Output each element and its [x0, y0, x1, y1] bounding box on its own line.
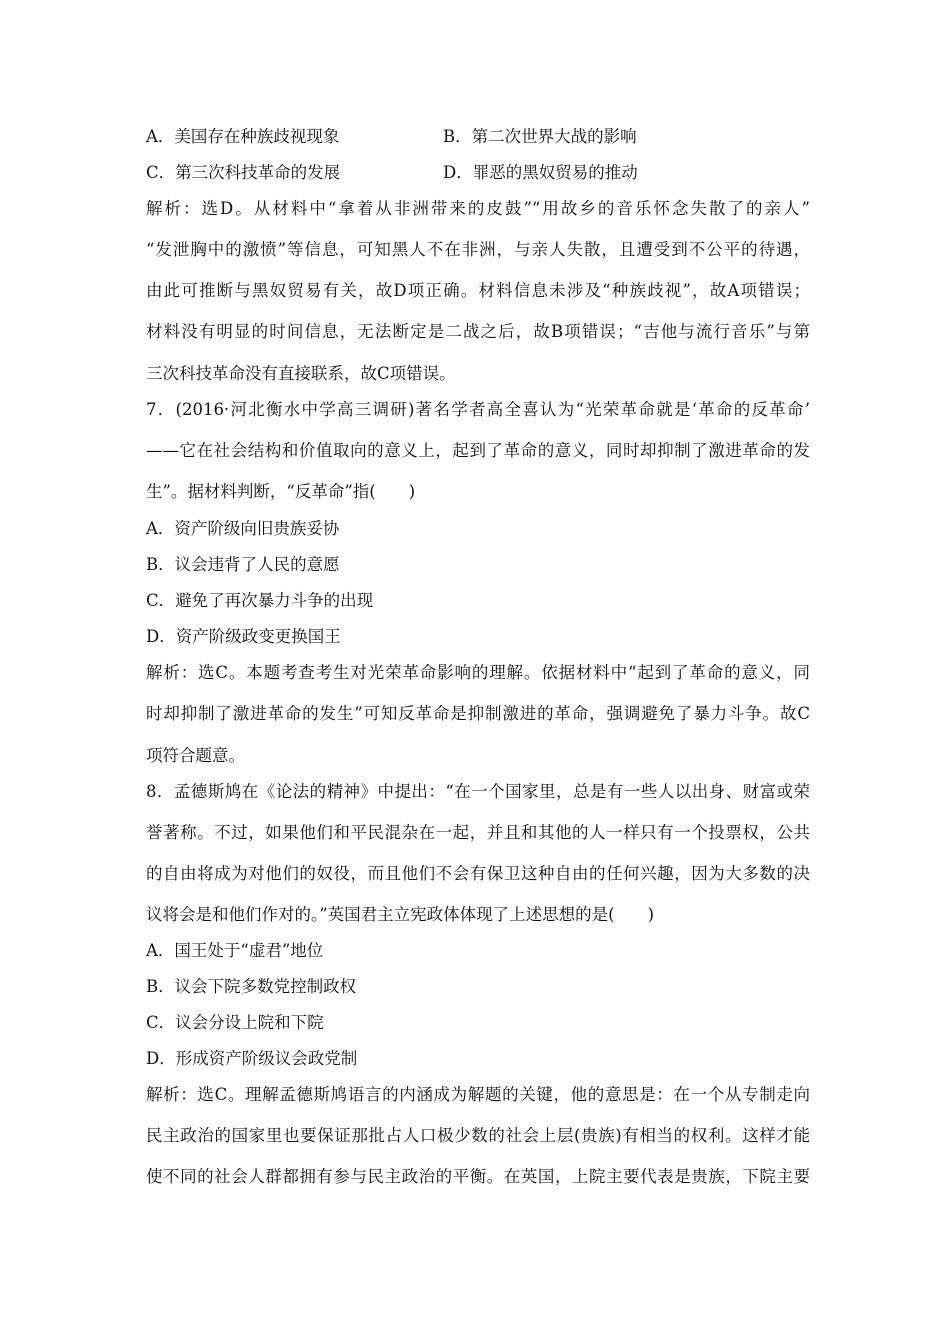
- q6-analysis-line: 三次科技革命没有直接联系，故C项错误。: [146, 364, 456, 383]
- q8-analysis-line: 解析：选C。理解孟德斯鸠语言的内涵成为解题的关键，他的意思是：在一个从专制走向: [146, 1085, 810, 1104]
- q8-analysis-line: 使不同的社会人群都拥有参与民主政治的平衡。在英国，上院主要代表是贵族，下院主要: [146, 1167, 810, 1186]
- q6-analysis-line: 由此可推断与黑奴贸易有关，故D项正确。材料信息未涉及“种族歧视”，故A项错误；: [146, 281, 810, 300]
- q6-options-row-2: [146, 163, 810, 183]
- q7-option-a: A．资产阶级向旧贵族妥协: [146, 519, 340, 538]
- q7-stem-line: 7．(2016·河北衡水中学高三调研)著名学者高全喜认为“光荣革命就是‘革命的反革命’: [146, 400, 810, 419]
- q6-analysis-line: 解析：选D。从材料中“拿着从非洲带来的皮鼓”“用故乡的音乐怀念失散了的亲人”: [146, 199, 810, 218]
- q6-option-b: B．第二次世界大战的影响: [443, 127, 637, 146]
- q7-analysis-line: 时却抑制了激进革命的发生”可知反革命是抑制激进的革命，强调避免了暴力斗争。故C: [146, 704, 810, 723]
- q7-stem-line: ——它在社会结构和价值取向的意义上，起到了革命的意义，同时却抑制了激进革命的发: [146, 441, 810, 460]
- q8-stem-line: 议将会是和他们作对的。”英国君主立宪政体体现了上述思想的是( ): [146, 905, 655, 924]
- q7-stem-line: 生”。据材料判断，“反革命”指( ): [146, 482, 416, 501]
- q8-stem-line: 誉著称。不过，如果他们和平民混杂在一起，并且和其他的人一样只有一个投票权，公共: [146, 823, 810, 842]
- q8-analysis-line: 民主政治的国家里也要保证那批占人口极少数的社会上层(贵族)有相当的权利。这样才能: [146, 1126, 810, 1145]
- q6-options-row-1: [146, 127, 810, 147]
- q6-option-c: C．第三次科技革命的发展: [146, 163, 341, 182]
- q7-option-c: C．避免了再次暴力斗争的出现: [146, 591, 374, 610]
- q7-analysis-line: 解析：选C。本题考查考生对光荣革命影响的理解。依据材料中“起到了革命的意义，同: [146, 663, 810, 682]
- q8-option-b: B．议会下院多数党控制政权: [146, 977, 357, 996]
- q8-option-d: D．形成资产阶级议会政党制: [146, 1049, 358, 1068]
- q7-option-d: D．资产阶级政变更换国王: [146, 627, 341, 646]
- q7-option-b: B．议会违背了人民的意愿: [146, 555, 340, 574]
- q7-analysis-line: 项符合题意。: [146, 746, 245, 765]
- q6-analysis-line: “发泄胸中的激愤”等信息，可知黑人不在非洲，与亲人失散，且遭受到不公平的待遇，: [146, 240, 810, 259]
- q6-option-a: A．美国存在种族歧视现象: [146, 127, 340, 146]
- q6-analysis-line: 材料没有明显的时间信息，无法断定是二战之后，故B项错误；“吉他与流行音乐”与第: [146, 322, 810, 341]
- q8-stem-line: 的自由将成为对他们的奴役，而且他们不会有保卫这种自由的任何兴趣，因为大多数的决: [146, 864, 810, 883]
- q8-stem-line: 8．孟德斯鸠在《论法的精神》中提出：“在一个国家里，总是有一些人以出身、财富或荣: [146, 782, 810, 801]
- q8-option-a: A．国王处于“虚君”地位: [146, 941, 324, 960]
- q6-option-d: D．罪恶的黑奴贸易的推动: [443, 163, 638, 182]
- q8-option-c: C．议会分设上院和下院: [146, 1013, 324, 1032]
